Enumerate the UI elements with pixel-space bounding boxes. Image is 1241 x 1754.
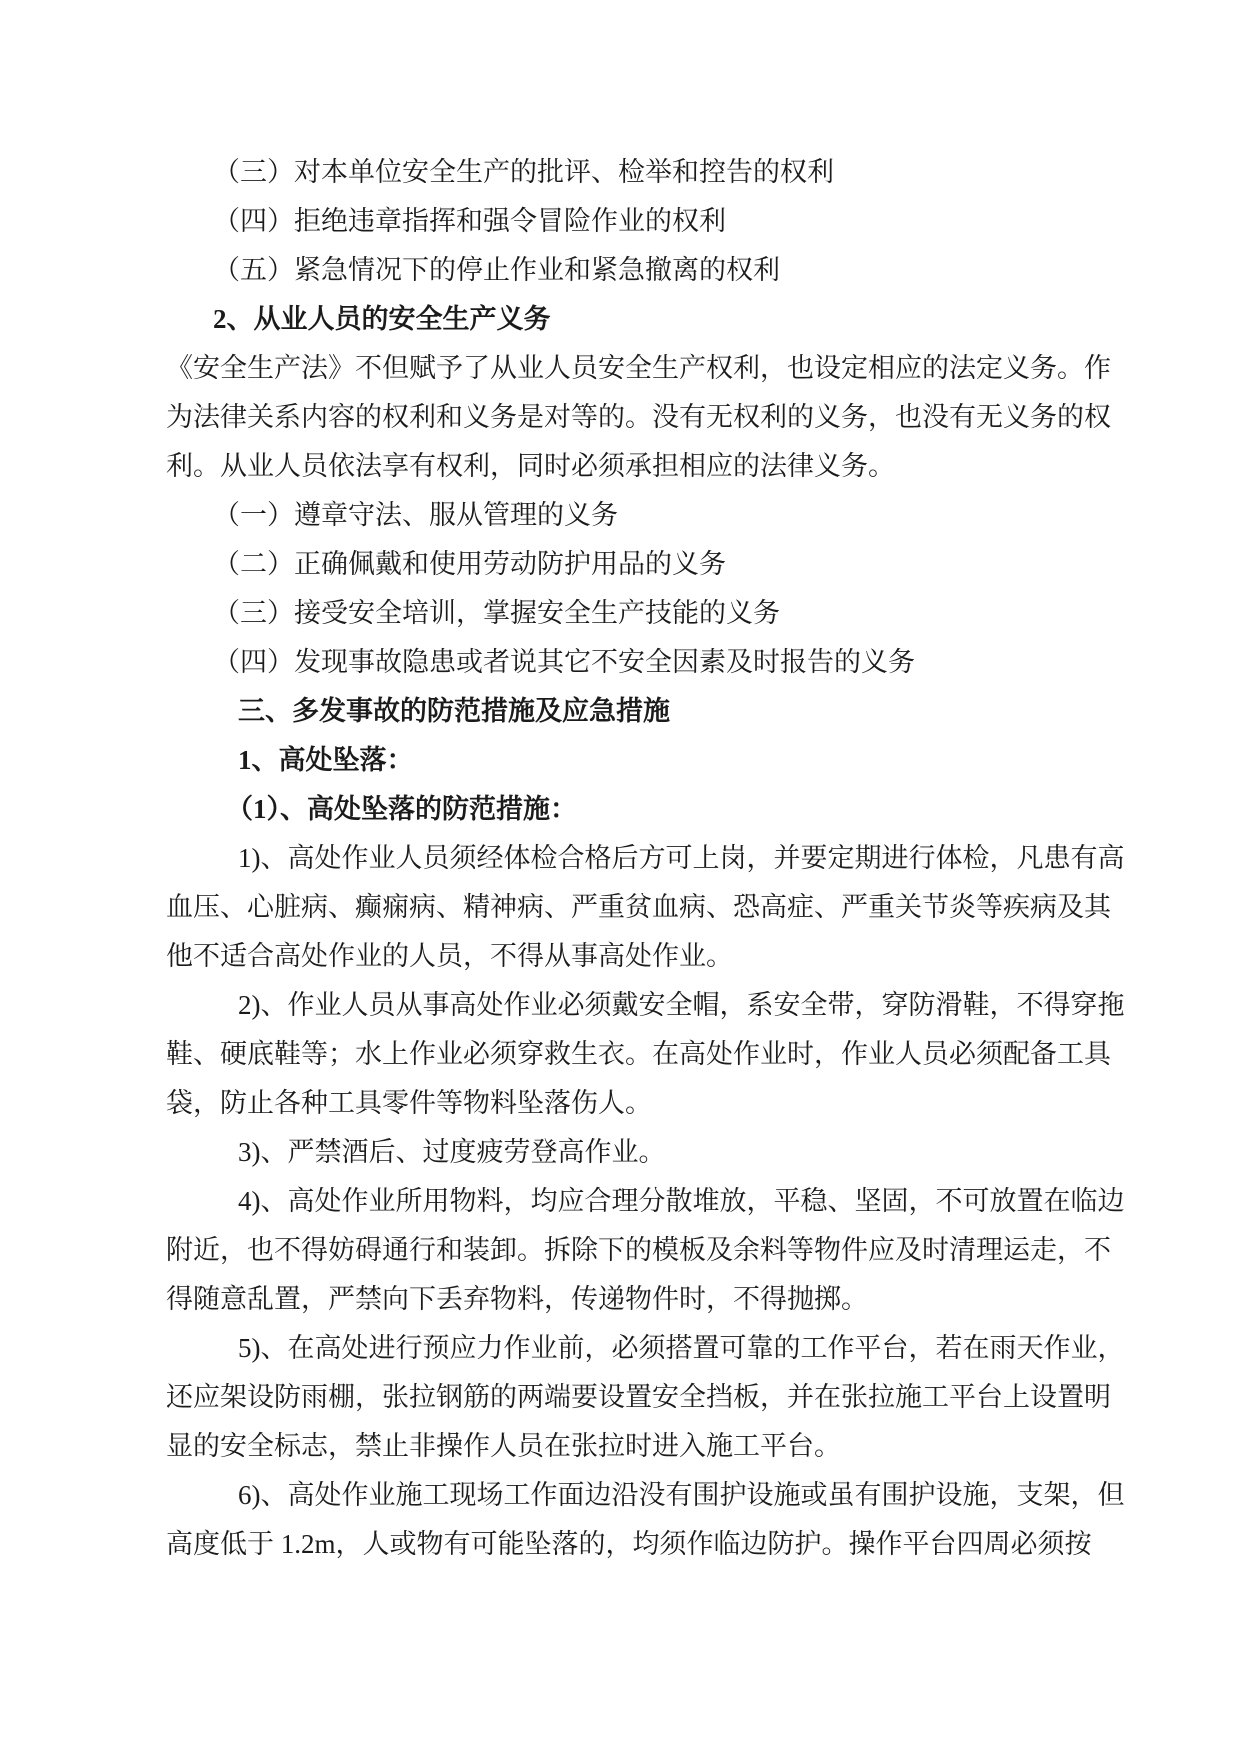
- measure-4-line-2: 附近，也不得妨碍通行和装卸。拆除下的模板及余料等物件应及时清理运走，不: [166, 1235, 1111, 1265]
- measure-4-line-3: 得随意乱置，严禁向下丢弃物料，传递物件时，不得抛掷。: [166, 1284, 868, 1314]
- obligation-item-4: （四）发现事故隐患或者说其它不安全因素及时报告的义务: [213, 647, 915, 677]
- measure-2-line-1: 2)、作业人员从事高处作业必须戴安全帽，系安全带，穿防滑鞋，不得穿拖: [238, 990, 1125, 1020]
- document-text-block: [166, 148, 1125, 1569]
- heading-section-3: 三、多发事故的防范措施及应急措施: [238, 696, 670, 726]
- law-paragraph-line-1: 《安全生产法》不但赋予了从业人员安全生产权利，也设定相应的法定义务。作: [166, 353, 1111, 383]
- obligation-item-3: （三）接受安全培训，掌握安全生产技能的义务: [213, 598, 780, 628]
- measure-5-line-3: 显的安全标志，禁止非操作人员在张拉时进入施工平台。: [166, 1431, 841, 1461]
- measure-1-line-3: 他不适合高处作业的人员，不得从事高处作业。: [166, 941, 733, 971]
- law-paragraph-line-3: 利。从业人员依法享有权利，同时必须承担相应的法律义务。: [166, 451, 895, 481]
- measure-2-line-3: 袋，防止各种工具零件等物料坠落伤人。: [166, 1088, 652, 1118]
- law-paragraph-line-2: 为法律关系内容的权利和义务是对等的。没有无权利的义务，也没有无义务的权: [166, 402, 1111, 432]
- heading-falls: 1、高处坠落：: [238, 745, 414, 775]
- rights-item-5: （五）紧急情况下的停止作业和紧急撤离的权利: [213, 255, 780, 285]
- measure-1-line-2: 血压、心脏病、癫痫病、精神病、严重贫血病、恐高症、严重关节炎等疾病及其: [166, 892, 1111, 922]
- measure-4-line-1: 4)、高处作业所用物料，均应合理分散堆放，平稳、坚固，不可放置在临边: [238, 1186, 1125, 1216]
- measure-6-line-1: 6)、高处作业施工现场工作面边沿没有围护设施或虽有围护设施，支架，但: [238, 1480, 1125, 1510]
- rights-item-3: （三）对本单位安全生产的批评、检举和控告的权利: [213, 157, 834, 187]
- measure-2-line-2: 鞋、硬底鞋等；水上作业必须穿救生衣。在高处作业时，作业人员必须配备工具: [166, 1039, 1111, 1069]
- heading-fall-prevention: （1）、高处坠落的防范措施：: [226, 794, 577, 824]
- measure-3: 3)、严禁酒后、过度疲劳登高作业。: [238, 1137, 666, 1167]
- measure-6-line-2: 高度低于 1.2m，人或物有可能坠落的，均须作临边防护。操作平台四周必须按: [166, 1529, 1092, 1559]
- measure-5-line-2: 还应架设防雨棚，张拉钢筋的两端要设置安全挡板，并在张拉施工平台上设置明: [166, 1382, 1111, 1412]
- obligation-item-2: （二）正确佩戴和使用劳动防护用品的义务: [213, 549, 726, 579]
- rights-item-4: （四）拒绝违章指挥和强令冒险作业的权利: [213, 206, 726, 236]
- heading-obligations: 2、从业人员的安全生产义务: [213, 304, 551, 334]
- measure-5-line-1: 5)、在高处进行预应力作业前，必须搭置可靠的工作平台，若在雨天作业，: [238, 1333, 1125, 1363]
- obligation-item-1: （一）遵章守法、服从管理的义务: [213, 500, 618, 530]
- measure-1-line-1: 1)、高处作业人员须经体检合格后方可上岗，并要定期进行体检，凡患有高: [238, 843, 1125, 873]
